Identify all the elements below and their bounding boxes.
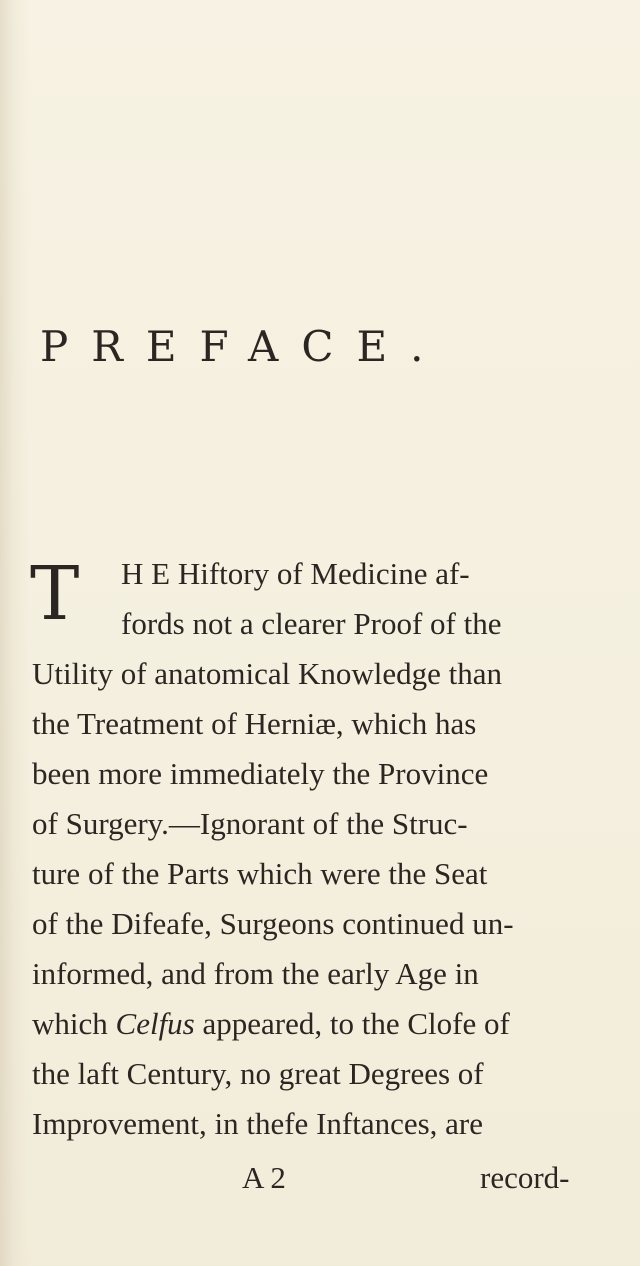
text-line: ture of the Parts which were the Seat [32,856,488,891]
text-line: informed, and from the early Age in [32,956,479,991]
italic-name: Celfus [115,1006,195,1041]
text-line: the laft Century, no great Degrees of [32,1056,484,1091]
text-line: been more immediately the Province [32,756,489,791]
signature-mark: A 2 [242,1160,286,1195]
text-fragment: appeared, to the Clofe of [194,1006,510,1041]
catchword: record- [480,1160,570,1195]
text-line: Improvement, in thefe Inftances, are [32,1106,484,1141]
text-line: H E Hiftory of Medicine af- [121,556,470,591]
preface-heading: PREFACE. [40,322,447,371]
text-line: fords not a clearer Proof of the [121,606,502,641]
text-fragment: which [32,1006,116,1041]
text-line-with-italic [32,1006,510,1042]
drop-cap-initial: T [30,551,80,637]
text-line: Utility of anatomical Knowledge than [32,656,503,691]
text-line: of Surgery.—Ignorant of the Struc- [32,806,468,841]
text-line: of the Difeafe, Surgeons continued un- [32,906,514,941]
text-line: the Treatment of Herniæ, which has [32,706,477,741]
